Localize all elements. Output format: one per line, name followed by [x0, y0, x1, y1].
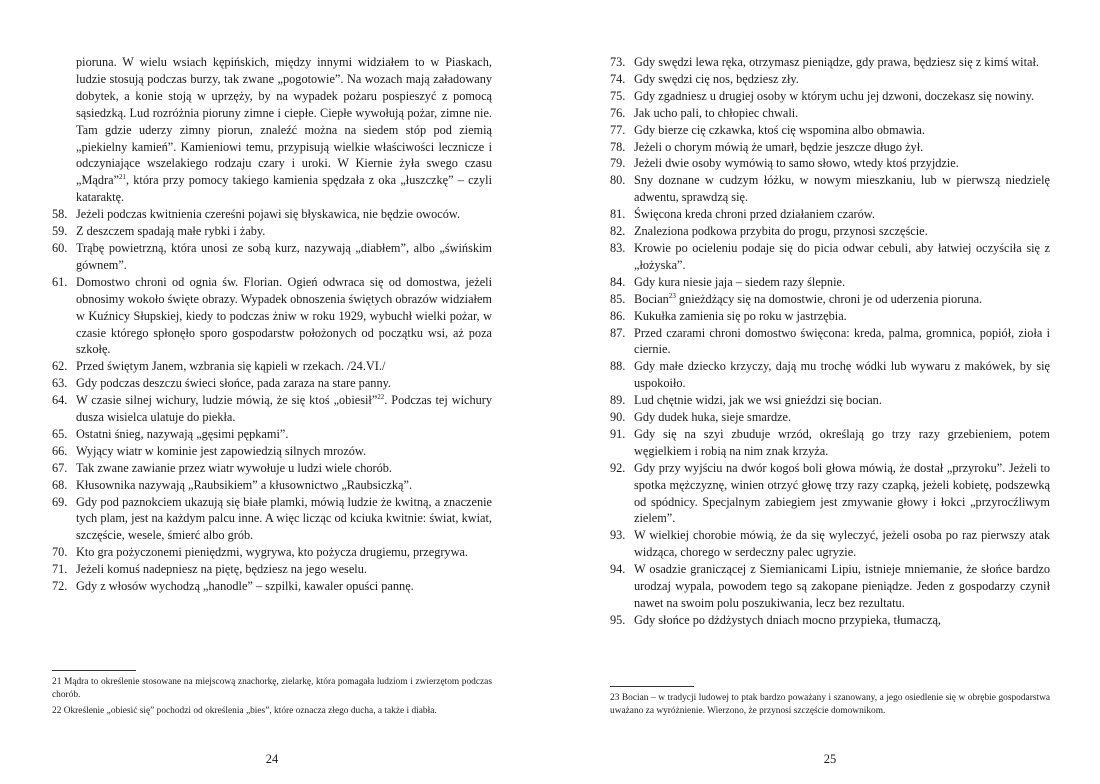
list-item: [52, 240, 492, 274]
list-item: [52, 206, 492, 223]
item-text: Przed świętym Janem, wzbrania się kąpieli w rzekach. /24.VI./: [76, 359, 386, 374]
list-item: [52, 460, 492, 477]
item-number: 66.: [52, 443, 68, 458]
item-number: 89.: [610, 393, 626, 408]
page-number: 24: [265, 752, 279, 766]
list-item: [610, 460, 1050, 528]
item-number: 62.: [52, 359, 68, 374]
item-number: 67.: [52, 460, 68, 475]
item-number: 83.: [610, 240, 626, 255]
item-text: Bocian$^{23}$ gnieżdżący się na domostwie, chroni je od uderzenia pioruna.: [634, 291, 983, 306]
footnote-text: Określenie „obiesić się” pochodzi od określenia „bies”, które oznacza złego ducha, a także i diabła.: [63, 706, 437, 716]
item-text: Lud chętnie widzi, jak we wsi gnieździ się bocian.: [634, 393, 882, 408]
item-number: 59.: [52, 224, 68, 239]
item-number: 87.: [610, 325, 626, 340]
item-text: Gdy słońce po dżdżystych dniach mocno przypieka, tłumaczą,: [634, 612, 941, 627]
list-item: [610, 291, 1050, 308]
item-number: 86.: [610, 308, 626, 323]
list-item: [610, 274, 1050, 291]
item-number: 93.: [610, 528, 626, 543]
item-number: 95.: [610, 612, 626, 627]
item-text: Przed czarami chroni domostwo święcona: kreda, palma, gromnica, popiół, zioła i ciernie.: [634, 325, 1050, 357]
list-item: [52, 477, 492, 494]
item-text: Sny doznane w cudzym łóżku, w nowym mieszkaniu, lub w pierwszą niedzielę adwentu, sprawdzą się.: [634, 173, 1050, 205]
footnote-number: 22: [52, 706, 62, 716]
item-text: Tak zwane zawianie przez wiatr wywołuje u ludzi wiele chorób.: [76, 460, 392, 475]
list-item: [610, 206, 1050, 223]
item-text: Ostatni śnieg, nazywają „gęsimi pępkami”.: [76, 426, 289, 441]
item-text: Gdy kura niesie jaja – siedem razy ślepnie.: [634, 274, 846, 289]
list-item: [610, 527, 1050, 561]
item-text: Krowie po ocieleniu podaje się do picia odwar cebuli, aby łatwiej oczyściła się z „łożyska”.: [634, 240, 1050, 272]
footnote-number: 21: [52, 677, 62, 687]
footnote-ref: 23: [668, 291, 676, 300]
item-text: Kukułka zamienia się po roku w jastrzębia.: [634, 308, 847, 323]
list-item: [52, 544, 492, 561]
item-text: Gdy przy wyjściu na dwór kogoś boli głowa mówią, że dostał „przyroku”. Jeżeli to spotka mężczyznę, winien otrzyć głowę trzy razy czapką, jeżeli kobietę, podszewką od spódnicy. Specjalnym zabiegiem jest zmywanie głowy i łokci „przyrocźliwym zielem”.: [634, 460, 1050, 526]
item-text: Jeżeli dwie osoby wymówią to samo słowo, wtedy ktoś przyjdzie.: [634, 156, 959, 171]
item-text: Gdy swędzi lewa ręka, otrzymasz pieniądze, gdy prawa, będziesz się z kimś witał.: [634, 55, 1039, 69]
item-text: Znaleziona podkowa przybita do progu, przynosi szczęście.: [634, 224, 928, 239]
item-number: 71.: [52, 562, 68, 577]
list-item: [52, 494, 492, 545]
item-number: 90.: [610, 410, 626, 425]
footnote-rule: [610, 686, 694, 687]
list-item: [610, 172, 1050, 206]
item-number: 80.: [610, 173, 626, 188]
continuation-paragraph: pioruna. W wielu wsiach kępińskich, między innymi widziałem to w Piaskach, ludzie stosują podczas burzy, tak zwane „pogotowie”. Na wozach mają załadowany dobytek, a konie stoją w uprzęży, by na wypadek pożaru pospieszyć z pomocą sąsiedzką. Lud rozróżnia pioruny zimne i ciepłe. Ciepłe wywołują pożar, zimne nie. Tam gdzie uderzy zimny piorun, znaleźć można na siedem stóp pod ziemią „piekielny kamień”. Kamieniowi temu, przypisują wielkie właściwości lecznicze i odczyniające wszelakiego rodzaju czary i uroki. W Kiernie żyła swego czasu „Mądra”$^{21}$, która przy pomocy takiego kamienia spędzała z oka „łuszczkę” – czyli kataraktę.: [76, 55, 492, 205]
item-text: Z deszczem spadają małe rybki i żaby.: [76, 224, 266, 239]
item-number: 76.: [610, 105, 626, 120]
list-item: [610, 223, 1050, 240]
item-number: 58.: [52, 207, 68, 222]
footnote: [610, 692, 1050, 718]
footnote-rule: [52, 670, 136, 671]
item-text: Gdy pod paznokciem ukazują się białe plamki, mówią ludzie że kwitną, a znaczenie tych plam, jest na każdym palcu inne. A więc licząc od kciuka kwitnie: świat, kwiat, szczęście, wesele, śmierć albo grób.: [76, 494, 492, 543]
list-item: [52, 274, 492, 359]
item-text: Jak ucho pali, to chłopiec chwali.: [634, 105, 799, 120]
item-number: 79.: [610, 156, 626, 171]
footnote-ref-21: 21: [119, 173, 127, 182]
list-item: [610, 54, 1050, 71]
list-item: [610, 71, 1050, 88]
list-item: [610, 308, 1050, 325]
item-text: Jeżeli podczas kwitnienia czereśni pojawi się błyskawica, nie będzie owoców.: [76, 207, 461, 222]
list-item: [610, 105, 1050, 122]
item-text: Jeżeli komuś nadepniesz na piętę, będziesz na jego weselu.: [76, 562, 367, 577]
left-page: [52, 0, 492, 784]
item-number: 73.: [610, 55, 626, 69]
list-item: [52, 358, 492, 375]
item-number: 60.: [52, 240, 68, 255]
list-item: [610, 612, 1050, 629]
footnote: [52, 676, 492, 702]
list-item: [52, 375, 492, 392]
item-number: 72.: [52, 579, 68, 594]
item-number: 63.: [52, 376, 68, 391]
list-item: [610, 426, 1050, 460]
left-footnotes: [52, 676, 492, 721]
item-number: 70.: [52, 545, 68, 560]
item-text: Gdy małe dziecko krzyczy, dają mu trochę wódki lub wywaru z makówek, by się uspokoiło.: [634, 359, 1050, 391]
item-number: 77.: [610, 122, 626, 137]
item-text: Gdy zgadniesz u drugiej osoby w którym uchu jej dzwoni, doczekasz się nowiny.: [634, 88, 1035, 103]
list-item: [610, 88, 1050, 105]
right-items-list: [610, 54, 1050, 629]
item-number: 75.: [610, 88, 626, 103]
item-number: 84.: [610, 274, 626, 289]
list-item: [52, 426, 492, 443]
item-number: 61.: [52, 274, 68, 289]
left-page-text: [52, 54, 492, 595]
left-items-list: [52, 206, 492, 595]
item-text: Gdy swędzi cię nos, będziesz zły.: [634, 71, 799, 86]
list-item: [52, 223, 492, 240]
item-number: 64.: [52, 393, 68, 408]
item-number: 94.: [610, 562, 626, 577]
item-number: 74.: [610, 71, 626, 86]
footnote: [52, 705, 492, 718]
item-text: Gdy bierze cię czkawka, ktoś cię wspomina albo obmawia.: [634, 122, 925, 137]
item-text: Wyjący wiatr w kominie jest zapowiedzią silnych mrozów.: [76, 443, 367, 458]
footnote-text: Bocian – w tradycji ludowej to ptak bardzo poważany i szanowany, a jego osiedlenie się w obrębie gospodarstwa uważano za wyróżnienie. Wierzono, że przynosi szczęście domownikom.: [610, 693, 1050, 716]
list-item: [610, 139, 1050, 156]
item-number: 69.: [52, 494, 68, 509]
item-text: Gdy dudek huka, sieje smardze.: [634, 410, 792, 425]
list-item: [610, 240, 1050, 274]
list-item: [610, 561, 1050, 612]
item-text: Kto gra pożyczonemi pieniędzmi, wygrywa, kto pożycza drugiemu, przegrywa.: [76, 545, 468, 560]
list-item: [610, 409, 1050, 426]
right-page: [610, 0, 1050, 784]
item-text: Święcona kreda chroni przed działaniem czarów.: [634, 207, 875, 222]
list-item: [52, 578, 492, 595]
item-number: 82.: [610, 224, 626, 239]
item-text: Trąbę powietrzną, która unosi ze sobą kurz, nazywają „diabłem”, albo „świńskim gównem”.: [76, 240, 492, 272]
list-item: [610, 155, 1050, 172]
item-text: Kłusownika nazywają „Raubsikiem” a kłusownictwo „Raubsiczką”.: [76, 477, 413, 492]
footnote-ref: 22: [377, 393, 385, 402]
right-page-text: [610, 54, 1050, 629]
list-item: [52, 561, 492, 578]
item-text: Gdy z włosów wychodzą „hanodle” – szpilki, kawaler opuści pannę.: [76, 579, 414, 594]
item-text: W wielkiej chorobie mówią, że da się wyleczyć, jeżeli osoba po raz pierwszy atak widząca, chorego w serdeczny palec ugryzie.: [634, 528, 1050, 560]
list-item: [610, 392, 1050, 409]
list-item: [52, 443, 492, 460]
item-number: 68.: [52, 477, 68, 492]
item-text: Domostwo chroni od ognia św. Florian. Ogień odwraca się od domostwa, jeżeli obnosimy wokoło święte obrazy. Wypadek obnoszenia świętych obrazów widziałem w Kuźnicy Słupskiej, kiedy to podczas żniw w roku 1929, wybuchł wielki pożar, w czasie którego spłonęło sporo gospodarstw położonych od początku wsi, aż poza szkołę.: [76, 274, 492, 357]
item-number: 91.: [610, 426, 626, 441]
footnote-number: 23: [610, 693, 620, 703]
item-number: 92.: [610, 460, 626, 475]
item-text: Jeżeli o chorym mówią że umarł, będzie jeszcze długo żył.: [634, 139, 924, 154]
item-text: Gdy się na szyi zbuduje wrzód, określają go trzy razy grzebieniem, potem węgielkiem i robią na nim znak krzyża.: [634, 426, 1050, 458]
item-number: 88.: [610, 359, 626, 374]
footnote-text: Mądra to określenie stosowane na miejscową znachorkę, zielarkę, która pomagała ludziom i zwierzętom podczas chorób.: [52, 677, 492, 700]
item-number: 65.: [52, 426, 68, 441]
item-text: W osadzie graniczącej z Siemianicami Lipiu, istnieje mniemanie, że słońce bardzo urodzaj wypala, powodem tego są zakopane pieniądze. Jeden z gospodarzy czynił nawet na swoim polu poszukiwania, lecz bez rezultatu.: [634, 562, 1050, 610]
list-item: [610, 325, 1050, 359]
page-number: 25: [823, 752, 837, 766]
item-text: W czasie silnej wichury, ludzie mówią, że się ktoś „obiesił”$^{22}$. Podczas tej wichury dusza wisielca ulatuje do piekła.: [76, 393, 492, 425]
item-number: 81.: [610, 207, 626, 222]
item-text: Gdy podczas deszczu świeci słońce, pada zaraza na stare panny.: [76, 376, 392, 391]
list-item: [610, 122, 1050, 139]
list-item: [610, 358, 1050, 392]
item-number: 85.: [610, 291, 626, 306]
item-number: 78.: [610, 139, 626, 154]
list-item: [52, 392, 492, 426]
right-footnotes: [610, 692, 1050, 721]
